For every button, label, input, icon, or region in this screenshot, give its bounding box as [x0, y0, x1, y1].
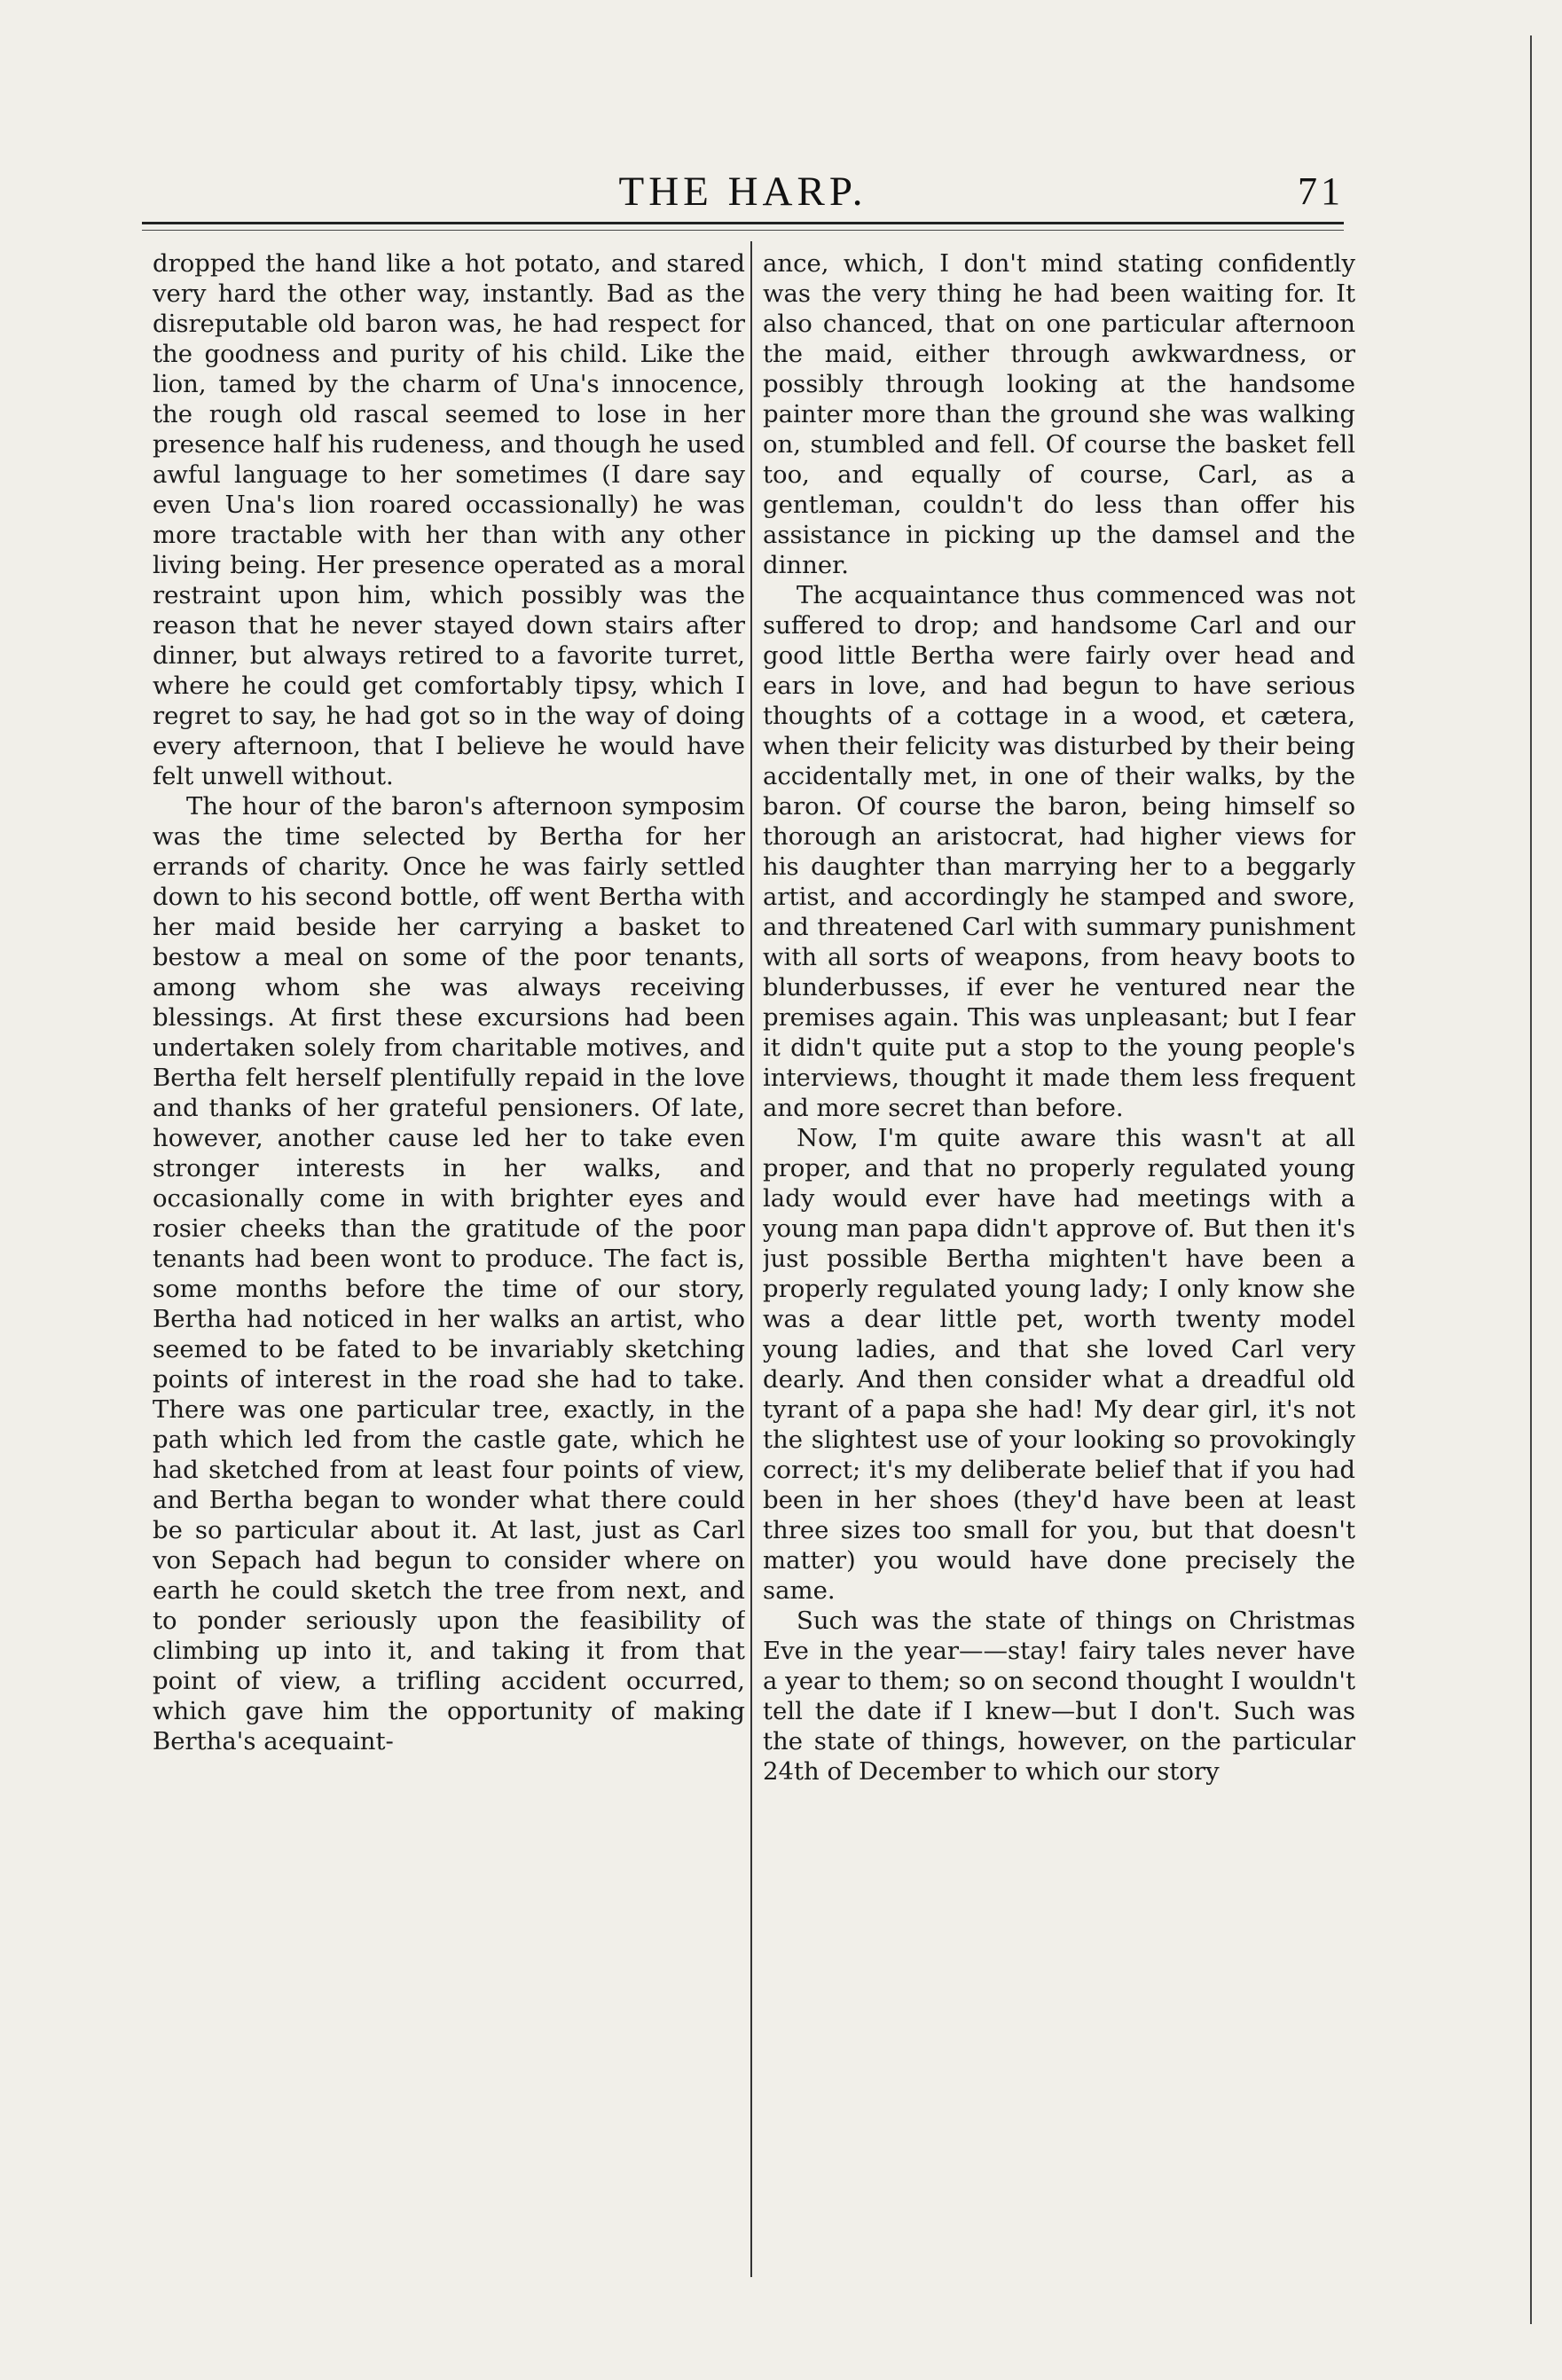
left-column	[153, 248, 745, 2280]
paragraph: Such was the state of things on Christmas Eve in the year——stay! fairy tales never have a year to them; so on second thought I wouldn't tell the date if I knew—but I don't. Such was the state of things, however, on the particular 24th of December to which our story	[763, 1606, 1355, 1786]
paragraph: The acquaintance thus commenced was not suffered to drop; and handsome Carl and our good little Bertha were fairly over head and ears in love, and had begun to have serious thoughts of a cottage in a wood, et cætera, when their felicity was disturbed by their being accidentally met, in one of their walks, by the baron. Of course the baron, being himself so thorough an aristocrat, had higher views for his daughter than marrying her to a beggarly artist, and accordingly he stamped and swore, and threatened Carl with summary punishment with all sorts of weapons, from heavy boots to blunderbusses, if ever he ventured near the premises again. This was unpleasant; but I fear it didn't quite put a stop to the young people's interviews, thought it made them less frequent and more secret than before.	[763, 581, 1355, 1122]
page-number: 71	[1298, 169, 1344, 213]
header-rule-thin	[142, 230, 1344, 231]
page-header	[142, 165, 1344, 218]
running-title: THE HARP.	[618, 169, 867, 215]
paragraph: dropped the hand like a hot potato, and stared very hard the other way, instantly. Bad as the disreputable old baron was, he had respect for the goodness and purity of his child. Like the lion, tamed by the charm of Una's innocence, the rough old rascal seemed to lose in her presence half his rudeness, and though he used awful language to her sometimes (I dare say even Una's lion roared occassionally) he was more tractable with her than with any other living being. Her presence operated as a moral restraint upon him, which possibly was the reason that he never stayed down stairs after dinner, but always retired to a favorite turret, where he could get comfortably tipsy, which I regret to say, he had got so in the way of doing every afternoon, that I believe he would have felt unwell without.	[153, 249, 745, 790]
column-divider	[750, 241, 752, 2277]
paragraph: The hour of the baron's afternoon symposim was the time selected by Bertha for her errands of charity. Once he was fairly settled down to his second bottle, off went Bertha with her maid beside her carrying a basket to bestow a meal on some of the poor tenants, among whom she was always receiving blessings. At first these excursions had been undertaken solely from charitable motives, and Bertha felt herself plentifully repaid in the love and thanks of her grateful pensioners. Of late, however, another cause led her to take even stronger interests in her walks, and occasionally come in with brighter eyes and rosier cheeks than the gratitude of the poor tenants had been wont to produce. The fact is, some months before the time of our story, Bertha had noticed in her walks an artist, who seemed to be fated to be invariably sketching points of interest in the road she had to take. There was one particular tree, exactly, in the path which led from the castle gate, which he had sketched from at least four points of view, and Bertha began to wonder what there could be so particular about it. At last, just as Carl von Sepach had begun to consider where on earth he could sketch the tree from next, and to ponder seriously upon the feasibility of climbing up into it, and taking it from that point of view, a trifling accident occurred, which gave him the opportunity of making Bertha's acequaint-	[153, 792, 745, 1756]
paragraph: Now, I'm quite aware this wasn't at all proper, and that no properly regulated young lady would ever have had meetings with a young man papa didn't approve of. But then it's just possible Bertha mighten't have been a properly regulated young lady; I only know she was a dear little pet, worth twenty model young ladies, and that she loved Carl very dearly. And then consider what a dreadful old tyrant of a papa she had! My dear girl, it's not the slightest use of your looking so provokingly correct; it's my deliberate belief that if you had been in her shoes (they'd have been at least three sizes too small for you, but that doesn't matter) you would have done precisely the same.	[763, 1124, 1355, 1605]
header-rule-thick	[142, 222, 1344, 224]
page-edge-rule	[1530, 35, 1532, 2324]
right-column	[763, 248, 1355, 2280]
paragraph: ance, which, I don't mind stating confidently was the very thing he had been waiting for. It also chanced, that on one particular afternoon the maid, either through awkwardness, or possibly through looking at the handsome painter more than the ground she was walking on, stumbled and fell. Of course the basket fell too, and equally of course, Carl, as a gentleman, couldn't do less than offer his assistance in picking up the damsel and the dinner.	[763, 249, 1355, 579]
